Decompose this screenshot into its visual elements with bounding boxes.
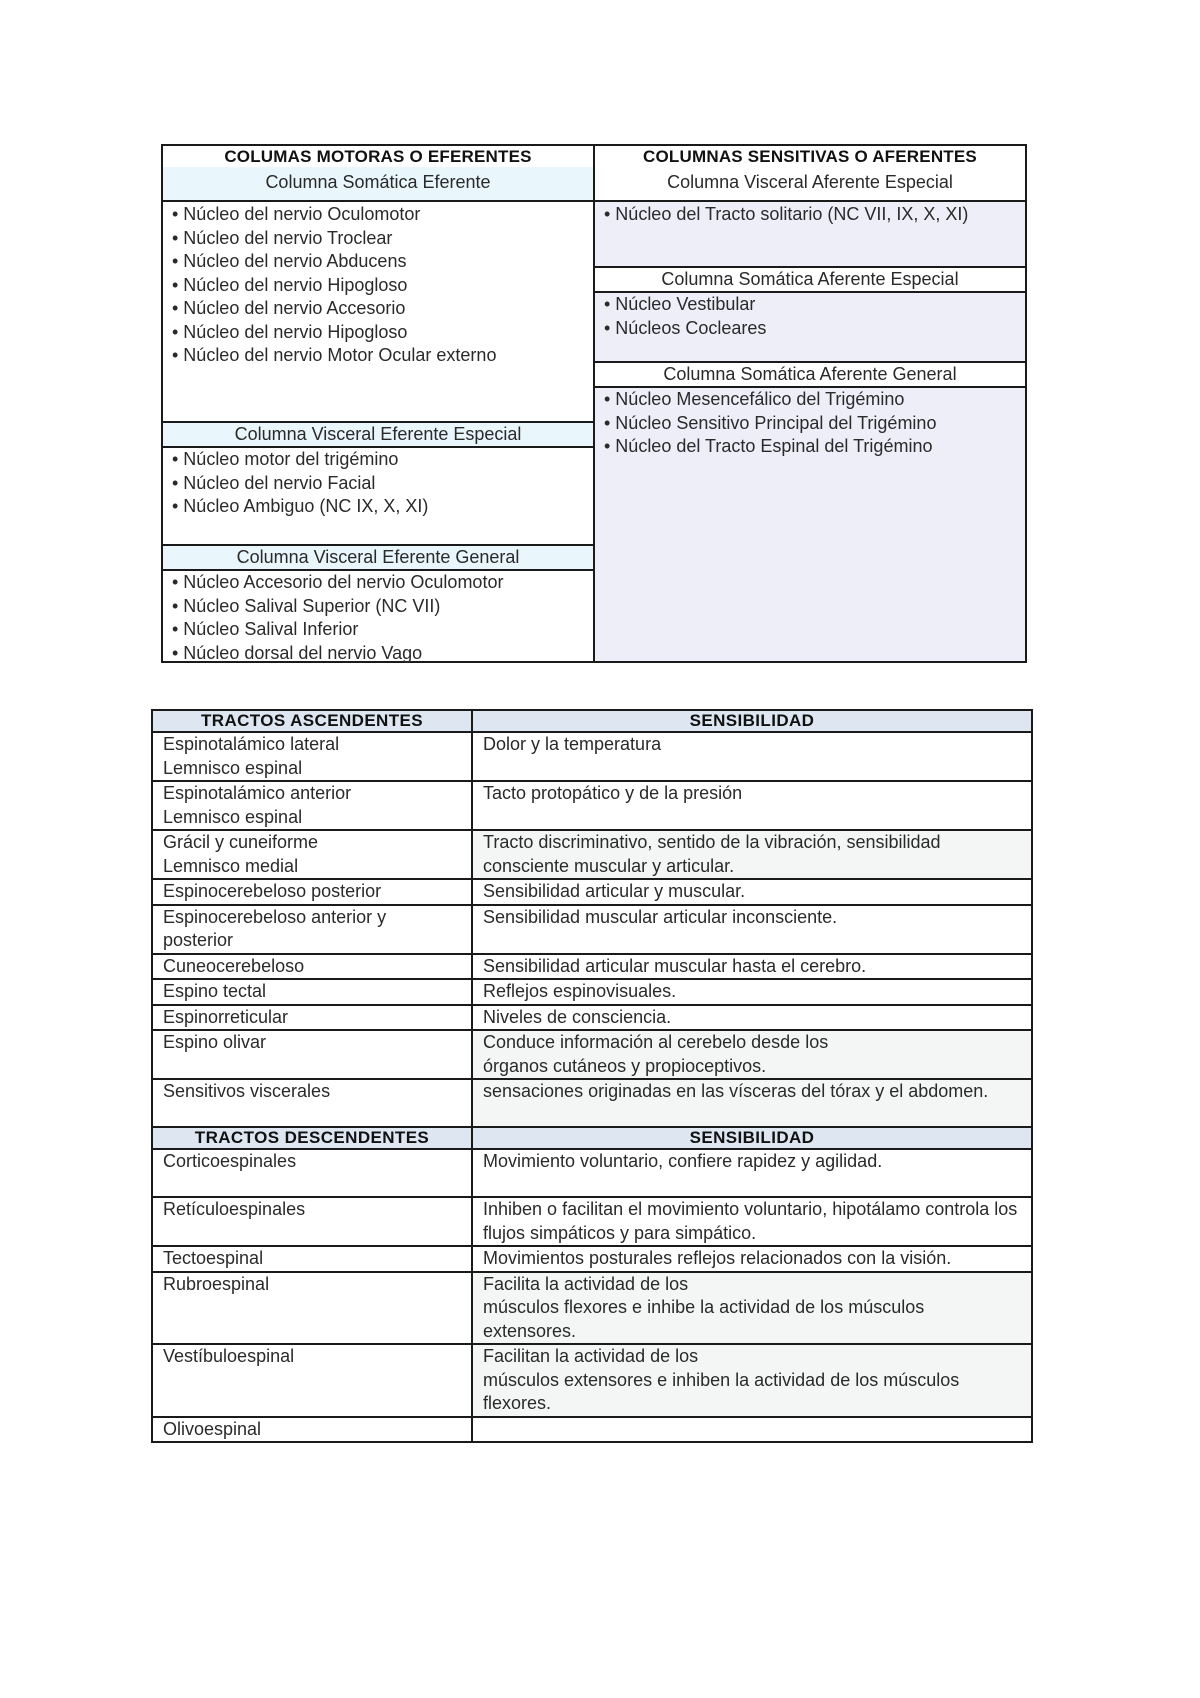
descendente-sensibilidad-cell: Facilita la actividad de los músculos flexores e inhibe la actividad de los músculos extensores.: [472, 1272, 1032, 1345]
sensibilidad-column-header: SENSIBILIDAD: [472, 710, 1032, 732]
list-item: • Núcleo del nervio Hipogloso: [172, 321, 408, 342]
list-item: • Núcleo Salival Superior (NC VII): [172, 595, 441, 616]
list-item: • Núcleo del nervio Hipogloso: [172, 274, 408, 295]
ascendente-sensibilidad-cell: Tracto discriminativo, sentido de la vibración, sensibilidad consciente muscular y articular.: [472, 830, 1032, 879]
list-item: • Núcleo del Tracto Espinal del Trigémino: [604, 436, 933, 456]
descendente-sensibilidad-cell: Inhiben o facilitan el movimiento voluntario, hipotálamo controla los flujos simpáticos y para simpático.: [472, 1197, 1032, 1246]
list-item: • Núcleos Cocleares: [604, 317, 767, 338]
ascendente-tracto-cell: Espino tectal: [152, 979, 472, 1005]
descendente-sensibilidad-cell: Movimiento voluntario, confiere rapidez y agilidad.: [472, 1149, 1032, 1197]
list-item: • Núcleo dorsal del nervio Vago: [172, 642, 423, 663]
list-item: • Núcleo del nervio Motor Ocular externo: [172, 345, 497, 365]
visceral-eferente-general-title: Columna Visceral Eferente General: [163, 544, 593, 571]
ascendente-sensibilidad-cell: Reflejos espinovisuales.: [472, 979, 1032, 1005]
table-row: [152, 979, 1032, 1005]
ascendente-tracto-cell: Grácil y cuneiforme Lemnisco medial: [152, 830, 472, 879]
ascendente-sensibilidad-cell: Niveles de consciencia.: [472, 1005, 1032, 1031]
table-row: [152, 1079, 1032, 1127]
list-item: • Núcleo Vestibular: [604, 294, 756, 314]
descendente-sensibilidad-cell: Facilitan la actividad de los músculos extensores e inhiben la actividad de los músculos flexores.: [472, 1344, 1032, 1417]
ascendentes-header-row: [152, 710, 1032, 732]
list-item: • Núcleo del Tracto solitario (NC VII, IX, X, XI): [604, 204, 969, 224]
descendente-tracto-cell: Olivoespinal: [152, 1417, 472, 1443]
list-item: • Núcleo Accesorio del nervio Oculomotor: [172, 572, 504, 592]
somatica-aferente-general-title: Columna Somática Aferente General: [595, 361, 1025, 388]
columnas-sensitivas: [595, 146, 1025, 661]
ascendente-sensibilidad-cell: Dolor y la temperatura: [472, 732, 1032, 781]
list-item: • Núcleo Ambiguo (NC IX, X, XI): [172, 496, 429, 516]
descendente-tracto-cell: Corticoespinales: [152, 1149, 472, 1197]
ascendente-sensibilidad-cell: Sensibilidad articular muscular hasta el cerebro.: [472, 954, 1032, 980]
visceral-eferente-especial-list: [163, 448, 593, 544]
descendente-tracto-cell: Rubroespinal: [152, 1272, 472, 1345]
ascendente-tracto-cell: Sensitivos viscerales: [152, 1079, 472, 1127]
descendente-tracto-cell: Tectoespinal: [152, 1246, 472, 1272]
columnas-table: [161, 144, 1027, 663]
list-item: • Núcleo del nervio Abducens: [172, 251, 407, 271]
visceral-aferente-especial-list: [595, 202, 1025, 266]
ascendente-tracto-cell: Espinocerebeloso posterior: [152, 879, 472, 905]
table-row: [152, 1272, 1032, 1345]
ascendente-tracto-cell: Cuneocerebeloso: [152, 954, 472, 980]
list-item: • Núcleo motor del trigémino: [172, 449, 399, 469]
somatica-aferente-especial-title: Columna Somática Aferente Especial: [595, 266, 1025, 293]
table-row: [152, 830, 1032, 879]
table-row: [152, 781, 1032, 830]
descendente-sensibilidad-cell: [472, 1417, 1032, 1443]
ascendente-tracto-cell: Espinotalámico anterior Lemnisco espinal: [152, 781, 472, 830]
ascendente-tracto-cell: Espinocerebeloso anterior y posterior: [152, 905, 472, 954]
list-item: • Núcleo Salival Inferior: [172, 619, 359, 639]
ascendente-sensibilidad-cell: Sensibilidad muscular articular inconsciente.: [472, 905, 1032, 954]
somatica-aferente-especial-list: [595, 293, 1025, 361]
ascendente-sensibilidad-cell: Conduce información al cerebelo desde los órganos cutáneos y propioceptivos.: [472, 1030, 1032, 1079]
descendente-tracto-cell: Retículoespinales: [152, 1197, 472, 1246]
list-item: • Núcleo del nervio Accesorio: [172, 298, 406, 318]
visceral-eferente-especial-title: Columna Visceral Eferente Especial: [163, 421, 593, 448]
ascendente-sensibilidad-cell: Tacto protopático y de la presión: [472, 781, 1032, 830]
table-row: [152, 1030, 1032, 1079]
somatica-eferente-title: Columna Somática Eferente: [163, 167, 593, 202]
sensitivas-header: COLUMNAS SENSITIVAS O AFERENTES: [595, 146, 1025, 169]
list-item: • Núcleo Sensitivo Principal del Trigémino: [604, 412, 937, 433]
list-item: • Núcleo Mesencefálico del Trigémino: [604, 389, 905, 409]
table-row: [152, 954, 1032, 980]
table-row: [152, 905, 1032, 954]
ascendente-tracto-cell: Espinotalámico lateral Lemnisco espinal: [152, 732, 472, 781]
descendente-sensibilidad-cell: Movimientos posturales reflejos relacionados con la visión.: [472, 1246, 1032, 1272]
tractos-table: [151, 709, 1033, 1443]
motoras-header: COLUMAS MOTORAS O EFERENTES: [163, 146, 593, 169]
descendentes-header-row: [152, 1127, 1032, 1149]
table-row: [152, 1417, 1032, 1443]
table-row: [152, 1344, 1032, 1417]
ascendente-tracto-cell: Espinorreticular: [152, 1005, 472, 1031]
table-row: [152, 879, 1032, 905]
list-item: • Núcleo del nervio Troclear: [172, 227, 393, 248]
columnas-motoras: [163, 146, 595, 661]
visceral-eferente-general-list: [163, 571, 593, 661]
sensibilidad-column-header: SENSIBILIDAD: [472, 1127, 1032, 1149]
table-row: [152, 1005, 1032, 1031]
ascendente-sensibilidad-cell: Sensibilidad articular y muscular.: [472, 879, 1032, 905]
ascendente-tracto-cell: Espino olivar: [152, 1030, 472, 1079]
table-row: [152, 1149, 1032, 1197]
tracto-column-header: TRACTOS ASCENDENTES: [152, 710, 472, 732]
ascendente-sensibilidad-cell: sensaciones originadas en las vísceras del tórax y el abdomen.: [472, 1079, 1032, 1127]
table-row: [152, 1197, 1032, 1246]
list-item: • Núcleo del nervio Oculomotor: [172, 204, 421, 224]
descendente-tracto-cell: Vestíbuloespinal: [152, 1344, 472, 1417]
list-item: • Núcleo del nervio Facial: [172, 472, 376, 493]
tracto-column-header: TRACTOS DESCENDENTES: [152, 1127, 472, 1149]
somatica-aferente-general-list: [595, 388, 1025, 661]
table-row: [152, 732, 1032, 781]
visceral-aferente-especial-title: Columna Visceral Aferente Especial: [595, 167, 1025, 202]
table-row: [152, 1246, 1032, 1272]
